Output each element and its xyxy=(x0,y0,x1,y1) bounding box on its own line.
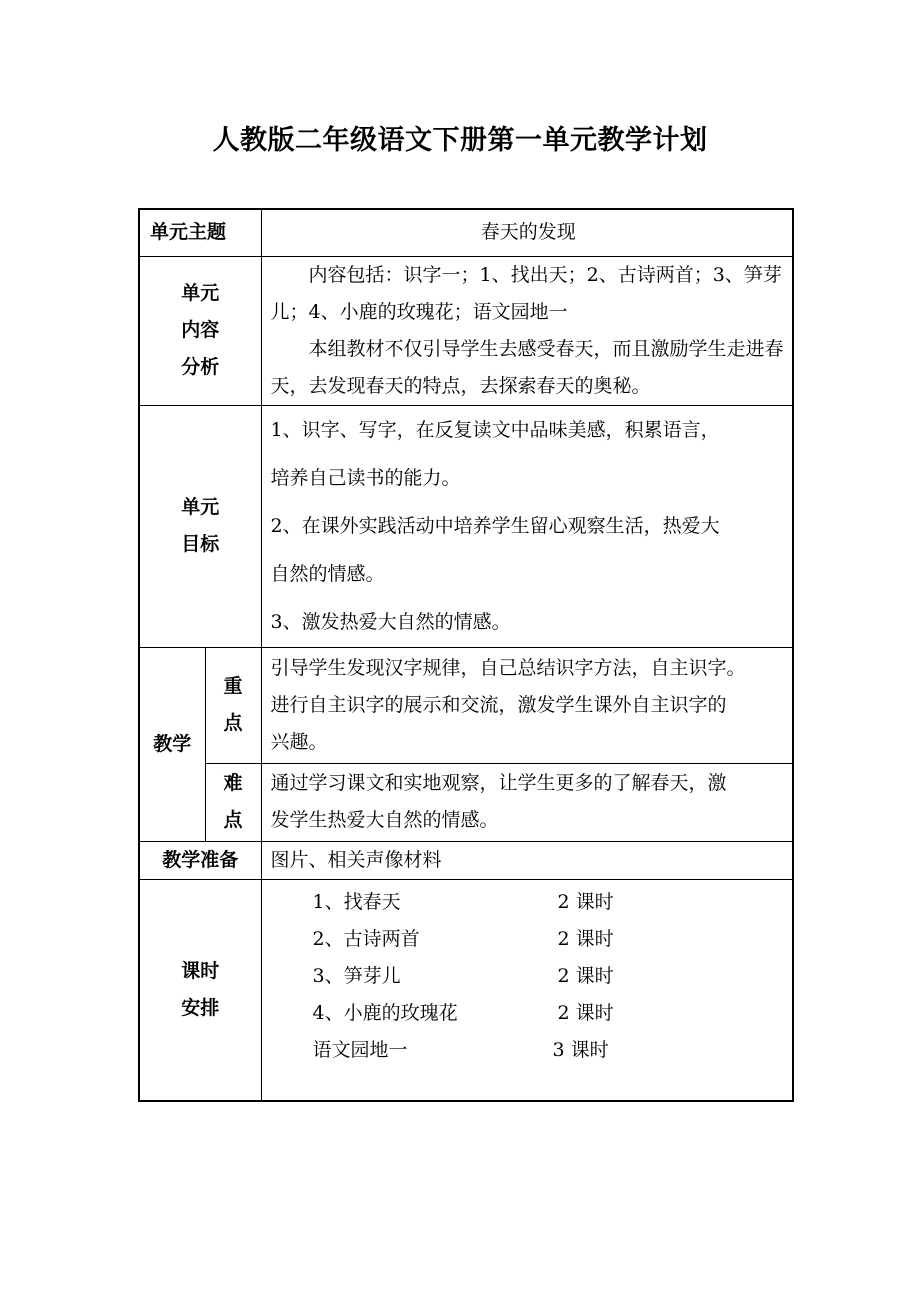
goal-line: 1、识字、写字，在反复读文中品味美感，积累语言， xyxy=(270,419,720,441)
theme-value: 春天的发现 xyxy=(261,209,793,256)
difficult-point-content xyxy=(261,763,793,841)
analysis-label-line: 分析 xyxy=(181,356,220,378)
theme-row xyxy=(139,209,793,256)
key-point-label-line: 重 xyxy=(223,675,243,697)
key-point-line: 兴趣。 xyxy=(270,730,328,753)
difficult-point-row xyxy=(139,763,793,841)
key-point-label xyxy=(205,647,261,763)
key-point-line: 进行自主识字的展示和交流，激发学生课外自主识字的 xyxy=(270,693,727,716)
difficult-point-line: 通过学习课文和实地观察，让学生更多的了解春天，激 xyxy=(270,772,727,794)
difficult-point-label-line: 难 xyxy=(223,772,243,794)
schedule-item-hours: 2 课时 xyxy=(557,890,614,913)
goal-line: 自然的情感。 xyxy=(270,563,385,585)
schedule-item xyxy=(262,995,793,1032)
analysis-label-line: 内容 xyxy=(181,319,220,341)
schedule-content xyxy=(261,879,793,1101)
teaching-plan-table xyxy=(138,208,794,1102)
schedule-item xyxy=(262,1032,793,1069)
goal-line: 3、激发热爱大自然的情感。 xyxy=(270,611,511,633)
difficult-point-label-line: 点 xyxy=(223,809,243,831)
goals-content xyxy=(261,405,793,647)
schedule-item-name: 2、古诗两首 xyxy=(312,927,420,950)
teaching-label: 教学 xyxy=(139,647,205,841)
schedule-label-line: 安排 xyxy=(181,996,220,1019)
schedule-item xyxy=(262,921,793,958)
key-point-row xyxy=(139,647,793,763)
difficult-point-label xyxy=(205,763,261,841)
page-title: 人教版二年级语文下册第一单元教学计划 xyxy=(212,125,708,156)
schedule-item-name: 4、小鹿的玫瑰花 xyxy=(312,1001,458,1024)
preparation-row xyxy=(139,841,793,879)
schedule-label xyxy=(139,879,261,1101)
analysis-content xyxy=(261,256,793,405)
difficult-point-line: 发学生热爱大自然的情感。 xyxy=(270,809,499,831)
goal-line: 培养自己读书的能力。 xyxy=(270,467,461,489)
schedule-item-hours: 2 课时 xyxy=(557,964,614,987)
key-point-label-line: 点 xyxy=(223,712,243,734)
schedule-item xyxy=(262,958,793,995)
schedule-item-name: 3、笋芽儿 xyxy=(312,964,401,987)
key-point-line: 引导学生发现汉字规律，自己总结识字方法，自主识字。 xyxy=(270,656,746,679)
goals-label-line: 目标 xyxy=(181,533,220,555)
theme-label: 单元主题 xyxy=(139,209,261,256)
schedule-item-name: 1、找春天 xyxy=(312,890,401,913)
schedule-item-name: 语文园地一 xyxy=(312,1038,408,1061)
goals-row xyxy=(139,405,793,647)
analysis-row xyxy=(139,256,793,405)
analysis-paragraph: 内容包括：识字一；1、找出天；2、古诗两首；3、笋芽儿；4、小鹿的玫瑰花；语文园地一 xyxy=(270,263,782,323)
preparation-value: 图片、相关声像材料 xyxy=(261,841,793,879)
schedule-label-line: 课时 xyxy=(181,959,220,982)
schedule-item-hours: 2 课时 xyxy=(557,1001,614,1024)
schedule-row xyxy=(139,879,793,1101)
schedule-item-hours: 3 课时 xyxy=(552,1038,609,1061)
analysis-label xyxy=(139,256,261,405)
schedule-item xyxy=(262,884,793,921)
schedule-item-hours: 2 课时 xyxy=(557,927,614,950)
preparation-label: 教学准备 xyxy=(139,841,261,879)
key-point-content xyxy=(261,647,793,763)
analysis-label-line: 单元 xyxy=(181,282,220,304)
goals-label xyxy=(139,405,261,647)
goals-label-line: 单元 xyxy=(181,496,220,518)
goal-line: 2、在课外实践活动中培养学生留心观察生活，热爱大 xyxy=(270,515,720,537)
analysis-paragraph: 本组教材不仅引导学生去感受春天，而且激励学生走进春天，去发现春天的特点，去探索春天的奥秘。 xyxy=(270,337,784,397)
